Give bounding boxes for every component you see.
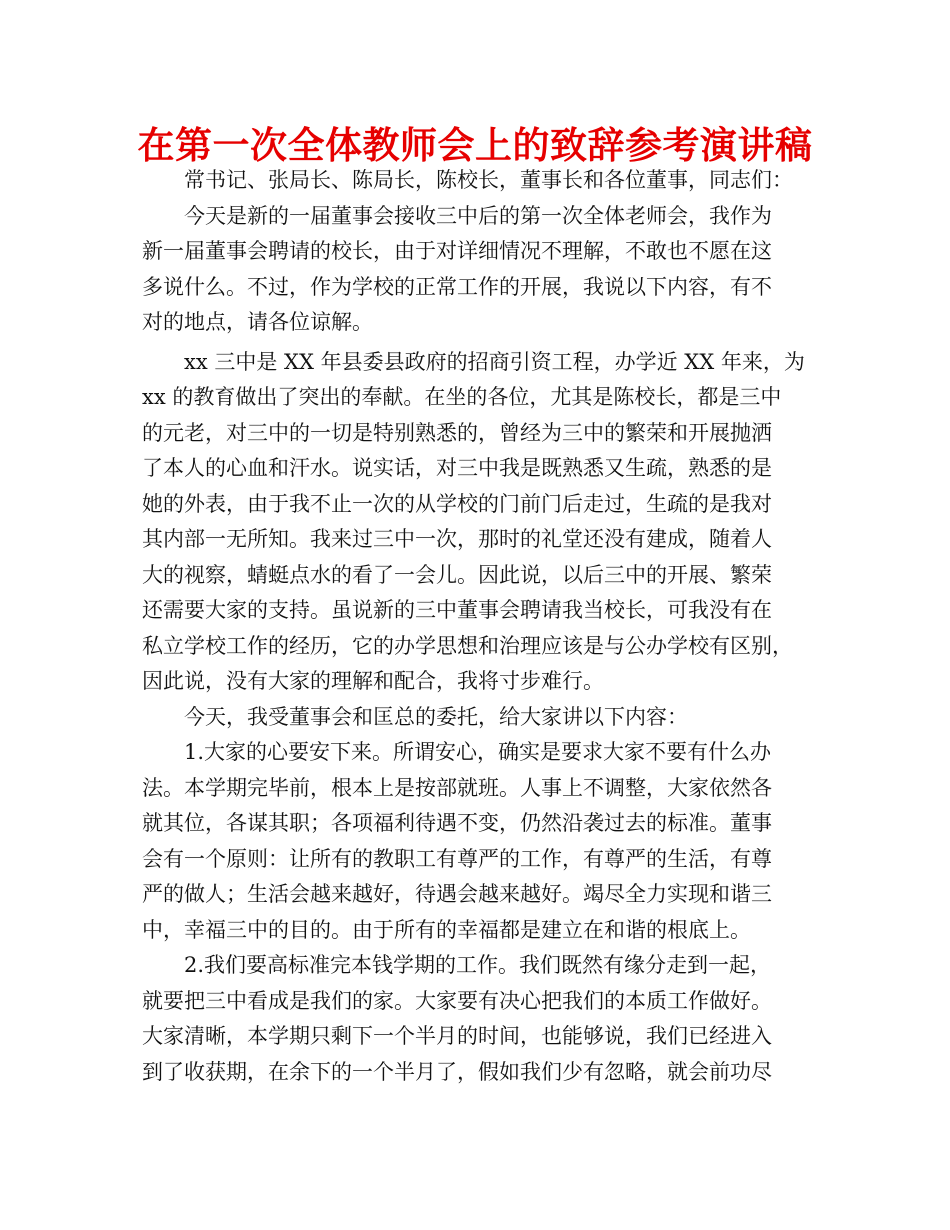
paragraph-line: xx 的教育做出了突出的奉献。在坐的各位，尤其是陈校长，都是三中 <box>142 385 782 409</box>
paragraph-line: xx 三中是 XX 年县委县政府的招商引资工程，办学近 XX 年来，为 <box>184 349 805 374</box>
salutation-line: 常书记、张局长、陈局长，陈校长，董事长和各位董事，同志们： <box>184 168 793 192</box>
paragraph-line: 2.我们要高标准完本钱学期的工作。我们既然有缘分走到一起， <box>184 953 772 977</box>
paragraph-line: 法。本学期完毕前，根本上是按部就班。人事上不调整，大家依然各 <box>142 775 772 800</box>
paragraph-line: 今天是新的一届董事会接收三中后的第一次全体老师会，我作为 <box>184 203 772 228</box>
paragraph-line: 多说什么。不过，作为学校的正常工作的开展，我说以下内容，有不 <box>142 274 772 299</box>
document-title: 在第一次全体教师会上的致辞参考演讲稿 <box>137 124 813 167</box>
paragraph-line: 严的做人；生活会越来越好，待遇会越来越好。竭尽全力实现和谐三 <box>142 882 772 906</box>
paragraph-line: 了本人的心血和汗水。说实话，对三中我是既熟悉又生疏，熟悉的是 <box>142 456 772 480</box>
paragraph-line: 会有一个原则：让所有的教职工有尊严的工作，有尊严的生活，有尊 <box>142 846 772 871</box>
document-body <box>142 163 822 1090</box>
paragraph-line: 因此说，没有大家的理解和配合，我将寸步难行。 <box>142 669 604 693</box>
paragraph-line: 的元老，对三中的一切是特别熟悉的，曾经为三中的繁荣和开展抛洒 <box>142 420 772 445</box>
paragraph-line: 新一届董事会聘请的校长，由于对详细情况不理解，不敢也不愿在这 <box>142 239 772 263</box>
paragraph-line: 1.大家的心要安下来。所谓安心，确实是要求大家不要有什么办 <box>184 740 772 764</box>
paragraph-line: 还需要大家的支持。虽说新的三中董事会聘请我当校长，可我没有在 <box>142 598 772 622</box>
paragraph-line: 中，幸福三中的目的。由于所有的幸福都是建立在和谐的根底上。 <box>142 917 751 942</box>
paragraph-line: 就要把三中看成是我们的家。大家要有决心把我们的本质工作做好。 <box>142 988 772 1013</box>
paragraph-line: 其内部一无所知。我来过三中一次，那时的礼堂还没有建成，随着人 <box>142 527 772 551</box>
paragraph-line: 对的地点，请各位谅解。 <box>142 310 373 334</box>
paragraph-line: 到了收获期，在余下的一个半月了，假如我们少有忽略，就会前功尽 <box>142 1059 772 1084</box>
paragraph-line: 今天，我受董事会和匡总的委托，给大家讲以下内容： <box>184 704 688 729</box>
paragraph-line: 私立学校工作的经历，它的办学思想和治理应该是与公办学校有区别， <box>142 633 793 658</box>
paragraph-line: 大的视察，蜻蜓点水的看了一会儿。因此说，以后三中的开展、繁荣 <box>142 562 772 587</box>
paragraph-line: 大家清晰，本学期只剩下一个半月的时间，也能够说，我们已经进入 <box>142 1024 772 1048</box>
paragraph-line: 就其位，各谋其职；各项福利待遇不变，仍然沿袭过去的标准。董事 <box>142 811 772 835</box>
paragraph-line: 她的外表，由于我不止一次的从学校的门前门后走过，生疏的是我对 <box>142 491 772 516</box>
